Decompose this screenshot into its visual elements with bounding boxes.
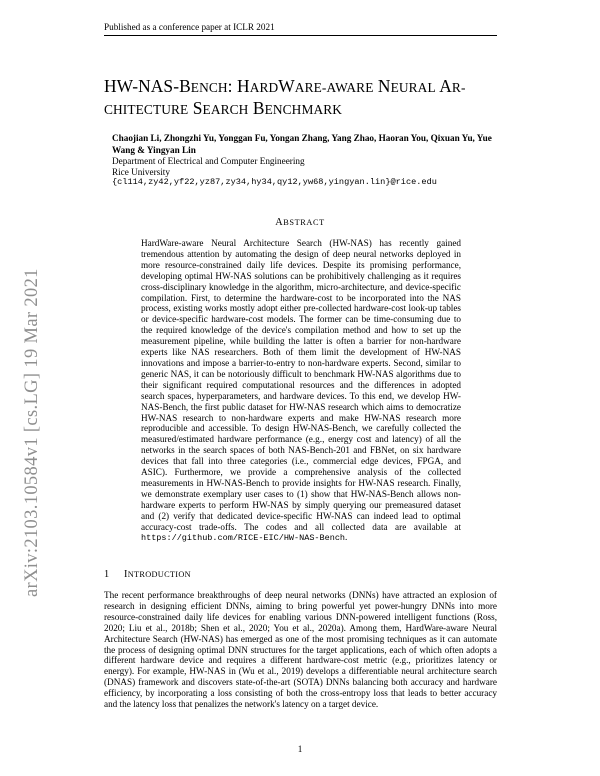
section-heading-introduction: 1 INTRODUCTION bbox=[104, 569, 191, 580]
paper-title: HW-NAS-BENCH: HARDWARE-AWARE NEURAL AR- CHITECTURE SEARCH BENCHMARK bbox=[104, 76, 466, 118]
university: Rice University bbox=[112, 167, 170, 178]
author-emails: {cl114,zy42,yf22,yz87,zy34,hy34,qy12,yw68,yingyan.lin}@rice.edu bbox=[112, 177, 437, 187]
page-number: 1 bbox=[297, 744, 303, 754]
abstract-heading: ABSTRACT bbox=[275, 217, 325, 228]
author-list: Chaojian Li, Zhongzhi Yu, Yonggan Fu, Yongan Zhang, Yang Zhao, Haoran You, Qixuan Yu, Yue Wang & Yingyan Lin bbox=[112, 133, 492, 155]
arxiv-stamp: arXiv:2103.10584v1 [cs.LG] 19 Mar 2021 bbox=[22, 268, 42, 597]
department: Department of Electrical and Computer Engineering bbox=[112, 156, 305, 166]
code-url-link[interactable]: https://github.com/RICE-EIC/HW-NAS-Bench bbox=[141, 533, 346, 544]
introduction-paragraph: The recent performance breakthroughs of deep neural networks (DNNs) have attracted an explosion of research in designing efficient DNNs, aiming to bring powerful yet power-hungry DNNs into more resource-constrained daily life devices for enabling various DNN-powered intelligent functions (Ross, 2020; Liu et al., 2018b; Shen et al., 2020; You et al., 2020a). Among them, HardWare-aware Neural Architecture Search (HW-NAS) has emerged as one of the most promising techniques as it can automate the process of designing optimal DNN structures for the target applications, each of which often adopts a different hardware device and requires a different hardware-cost metric (e.g., prioritizes latency or energy). For example, HW-NAS in (Wu et al., 2019) develops a differentiable neural architecture search (DNAS) framework and discovers state-of-the-art (SOTA) DNNs balancing both accuracy and hardware efficiency, by incorporating a loss consisting of both the cross-entropy loss that leads to better accuracy and the latency loss that penalizes the network's latency on a target device. bbox=[104, 590, 497, 710]
running-header: Published as a conference paper at ICLR 2021 bbox=[104, 22, 497, 36]
affiliation bbox=[112, 156, 305, 178]
abstract-body: HardWare-aware Neural Architecture Search (HW-NAS) has recently gained tremendous attention by automating the design of deep neural networks deployed in more resource-constrained daily life devices. Despite its promising performance, developing optimal HW-NAS solutions can be prohibitively challenging as it requires cross-disciplinary knowledge in the algorithm, micro-architecture, and device-specific compilation. First, to determine the hardware-cost to be incorporated into the NAS process, existing works mostly adopt either pre-collected hardware-cost look-up tables or device-specific hardware-cost models. The former can be time-consuming due to the required knowledge of the device's compilation method and how to set up the measurement pipeline, while building the latter is often a barrier for non-hardware experts like NAS researchers. Both of them limit the development of HW-NAS innovations and impose a barrier-to-entry to non-hardware experts. Second, similar to generic NAS, it can be notoriously difficult to benchmark HW-NAS algorithms due to their significant required computational resources and the differences in adopted search spaces, hyperparameters, and hardware devices. To this end, we develop HW-NAS-Bench, the first public dataset for HW-NAS research which aims to democratize HW-NAS research to non-hardware experts and make HW-NAS research more reproducible and accessible. To design HW-NAS-Bench, we carefully collected the measured/estimated hardware performance (e.g., energy cost and latency) of all the networks in the search spaces of both NAS-Bench-201 and FBNet, on six hardware devices that fall into three categories (i.e., commercial edge devices, FPGA, and ASIC). Furthermore, we provide a comprehensive analysis of the collected measurements in HW-NAS-Bench to provide insights for HW-NAS research. Finally, we demonstrate exemplary user cases to (1) show that HW-NAS-Bench allows non-hardware experts to perform HW-NAS by simply querying our premeasured dataset and (2) verify that dedicated device-specific HW-NAS can indeed lead to optimal accuracy-cost trade-offs. The codes and all collected data are available at https://github.com/RICE-EIC/HW-NAS-Bench. bbox=[141, 238, 461, 544]
